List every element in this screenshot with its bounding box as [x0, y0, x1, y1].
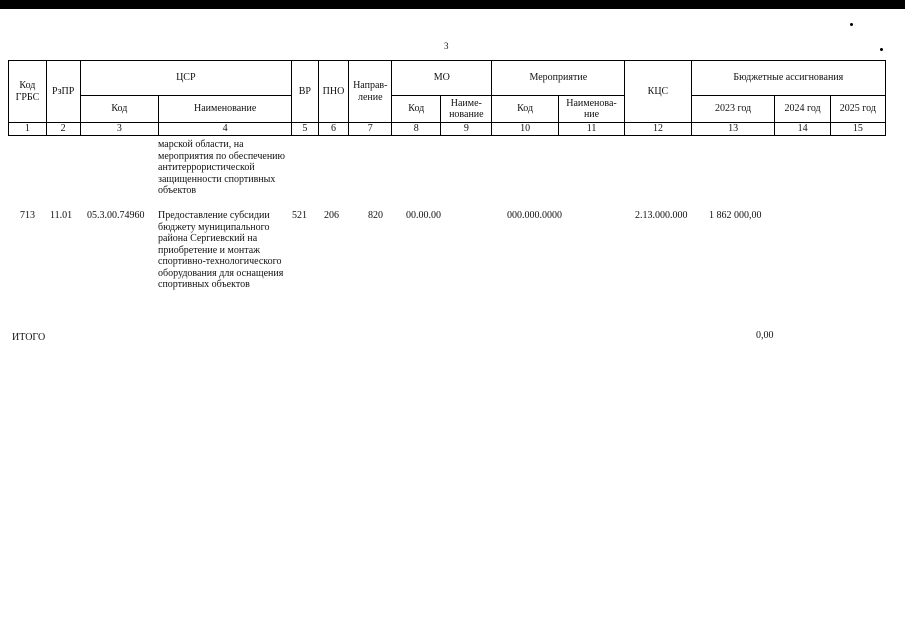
row-kcs: 2.13.000.000: [635, 210, 688, 221]
header-pno: ПНО: [318, 61, 349, 123]
row-csr-kod: 05.3.00.74960: [87, 210, 145, 221]
header-row-2: [9, 96, 886, 123]
top-scan-border: [0, 0, 905, 9]
column-number-row: [9, 123, 886, 136]
column-number: 5: [292, 123, 319, 136]
column-number: 14: [775, 123, 830, 136]
header-mo-name: Наиме-нование: [441, 96, 492, 123]
header-csr-name: Наименование: [159, 96, 292, 123]
header-rzpr: РзПР: [46, 61, 80, 123]
column-number: 3: [80, 123, 159, 136]
column-number: 6: [318, 123, 349, 136]
column-number: 2: [46, 123, 80, 136]
header-mer-kod: Код: [492, 96, 558, 123]
scan-speck: [880, 48, 883, 51]
header-year-2025: 2025 год: [830, 96, 885, 123]
header-mer-name: Наименова-ние: [558, 96, 624, 123]
header-csr: ЦСР: [80, 61, 292, 96]
header-csr-kod: Код: [80, 96, 159, 123]
header-napravlenie: Направ-ление: [349, 61, 392, 123]
header-mo-kod: Код: [392, 96, 441, 123]
total-label: ИТОГО: [12, 332, 46, 343]
column-number: 12: [625, 123, 691, 136]
header-meropriyatie: Мероприятие: [492, 61, 625, 96]
row-csr-name: Предоставление субсидии бюджету муниципального района Сергиевский на приобретение и монтаж спортивно-технологического оборудования для оснащения спортивных объектов: [158, 210, 284, 290]
header-year-2023: 2023 год: [691, 96, 775, 123]
column-number: 4: [159, 123, 292, 136]
total-value: 0,00: [756, 330, 774, 341]
row-year-2023: 1 862 000,00: [709, 210, 762, 221]
header-mo: МО: [392, 61, 492, 96]
page-number: 3: [444, 41, 449, 51]
budget-table: [8, 60, 886, 136]
row-rzpr: 11.01: [50, 210, 73, 221]
row-napravlenie: 820: [368, 210, 383, 221]
header-kod-grbs: Код ГРБС: [9, 61, 47, 123]
column-number: 13: [691, 123, 775, 136]
column-number: 11: [558, 123, 624, 136]
column-number: 10: [492, 123, 558, 136]
row-mo-kod: 00.00.00: [406, 210, 441, 221]
row-vr: 521: [292, 210, 307, 221]
column-number: 15: [830, 123, 885, 136]
row-kod-grbs: 713: [20, 210, 35, 221]
header-budget: Бюджетные ассигнования: [691, 61, 885, 96]
header-row-1: [9, 61, 886, 96]
column-number: 8: [392, 123, 441, 136]
header-kcs: КЦС: [625, 61, 691, 123]
row-pno: 206: [324, 210, 339, 221]
scan-speck: [850, 23, 853, 26]
column-number: 7: [349, 123, 392, 136]
header-vr: ВР: [292, 61, 319, 123]
header-year-2024: 2024 год: [775, 96, 830, 123]
column-number: 1: [9, 123, 47, 136]
continuation-text: марской области, на мероприятия по обеспечению антитеррористической защищенности спортивных объектов: [158, 139, 286, 196]
row-mer-kod: 000.000.0000: [507, 210, 562, 221]
column-number: 9: [441, 123, 492, 136]
